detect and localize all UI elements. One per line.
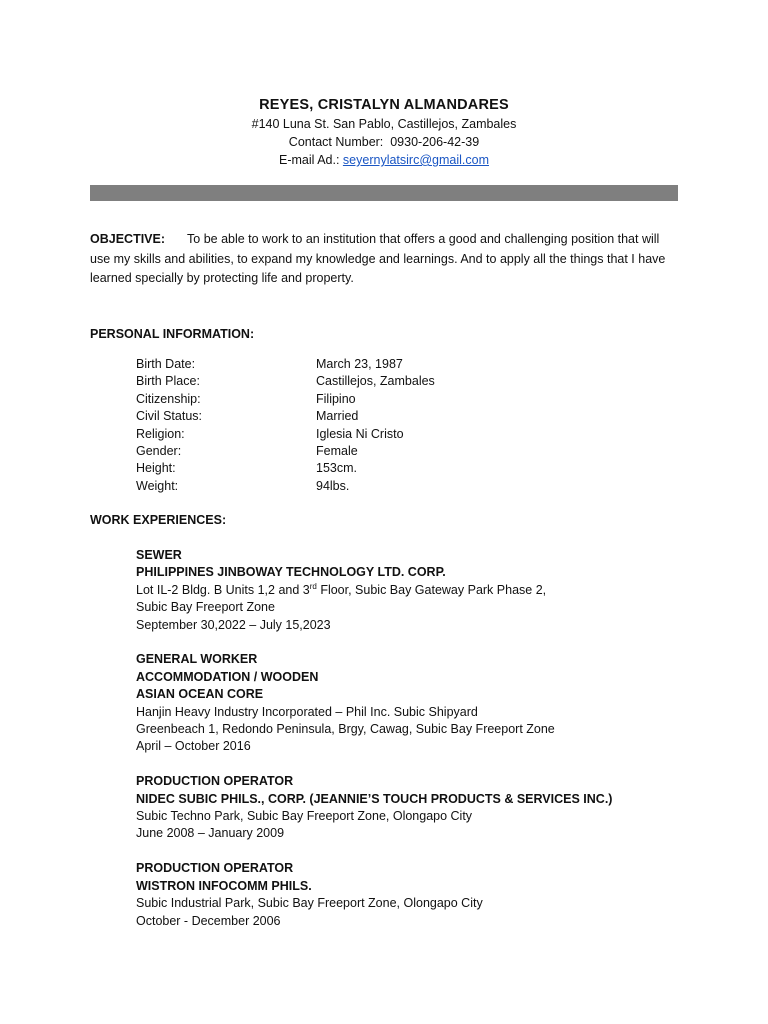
work-experience-title: WORK EXPERIENCES: [90, 513, 227, 527]
info-label: Birth Date: [136, 357, 196, 371]
info-label: Religion: [136, 426, 185, 441]
job-address-line: Greenbeach 1, Redondo Peninsula, Brgy, Cawag, Subic Bay Freeport Zone [136, 722, 555, 737]
info-label: Gender: [136, 443, 182, 458]
info-row-birth-date [136, 356, 636, 373]
contact-label: Contact Number: [288, 135, 384, 149]
email-line [0, 151, 768, 169]
info-label: Citizenship: [136, 391, 201, 406]
info-value: Married [316, 409, 359, 424]
email-label: E-mail Ad.: [279, 153, 340, 167]
job-address-line: Subic Bay Freeport Zone [136, 600, 275, 615]
job-position: SEWER [136, 548, 182, 562]
info-row-height [136, 460, 636, 477]
job-company: WISTRON INFOCOMM PHILS. [136, 878, 312, 893]
info-row-birth-place [136, 373, 636, 390]
address-line: #140 Luna St. San Pablo, Castillejos, Zambales [251, 117, 517, 131]
info-label: Height: [136, 461, 176, 476]
job-position: GENERAL WORKER [136, 652, 258, 667]
info-value: 153cm. [316, 461, 357, 476]
personal-info-table [136, 356, 636, 495]
info-label: Weight: [136, 478, 179, 493]
contact-line [0, 133, 768, 151]
objective-section [90, 230, 680, 289]
contact-number: 0930-206-42-39 [390, 135, 480, 149]
info-value: 94lbs. [316, 478, 350, 493]
info-value: Iglesia Ni Cristo [316, 426, 404, 441]
job-address-line: Subic Techno Park, Subic Bay Freeport Zone, Olongapo City [136, 809, 473, 824]
info-value: March 23, 1987 [316, 357, 403, 371]
info-value: Female [316, 443, 358, 458]
header-divider-bar [90, 185, 678, 201]
job-position: PRODUCTION OPERATOR [136, 861, 294, 876]
job-position: PRODUCTION OPERATOR [136, 774, 294, 789]
job-address-part: Floor, Subic Bay Gateway Park Phase 2, [316, 582, 547, 597]
email-link[interactable]: seyernylatsirc@gmail.com [342, 153, 489, 167]
job-address-line [136, 582, 696, 599]
job-entry [136, 651, 696, 755]
info-row-citizenship [136, 391, 636, 408]
job-address-line: Subic Industrial Park, Subic Bay Freeport Zone, Olongapo City [136, 896, 483, 911]
job-address-part: Lot IL-2 Bldg. B Units 1,2 and 3 [136, 582, 310, 597]
job-entry [136, 547, 696, 634]
job-dates: October - December 2006 [136, 913, 281, 928]
resume-header [0, 95, 768, 169]
work-experience-list [136, 547, 696, 947]
job-company: ASIAN OCEAN CORE [136, 687, 264, 702]
info-row-gender [136, 443, 636, 460]
info-value: Castillejos, Zambales [316, 374, 435, 389]
job-department: ACCOMMODATION / WOODEN [136, 669, 319, 684]
job-address-line: Hanjin Heavy Industry Incorporated – Phil Inc. Subic Shipyard [136, 704, 478, 719]
info-row-weight [136, 478, 636, 495]
info-row-religion [136, 426, 636, 443]
personal-info-title: PERSONAL INFORMATION: [90, 327, 255, 341]
info-label: Civil Status: [136, 409, 202, 424]
job-dates: June 2008 – January 2009 [136, 826, 285, 841]
info-label: Birth Place: [136, 374, 200, 389]
job-entry [136, 773, 696, 843]
job-entry [136, 860, 696, 930]
job-dates: April – October 2016 [136, 739, 251, 754]
info-value: Filipino [316, 391, 356, 406]
job-company: PHILIPPINES JINBOWAY TECHNOLOGY LTD. CORP. [136, 565, 446, 580]
objective-text: To be able to work to an institution that offers a good and challenging position that will use my skills and abilities, to expand my knowledge and learnings. And to apply all the things that I have learned specially by protecting life and property. [90, 232, 666, 285]
job-address-superscript: rd [309, 581, 317, 591]
job-company: NIDEC SUBIC PHILS., CORP. (JEANNIE’S TOUCH PRODUCTS & SERVICES INC.) [136, 791, 613, 806]
info-row-civil-status [136, 408, 636, 425]
objective-label: OBJECTIVE: [90, 232, 166, 246]
applicant-name: REYES, CRISTALYN ALMANDARES [259, 97, 509, 113]
job-dates: September 30,2022 – July 15,2023 [136, 617, 331, 632]
